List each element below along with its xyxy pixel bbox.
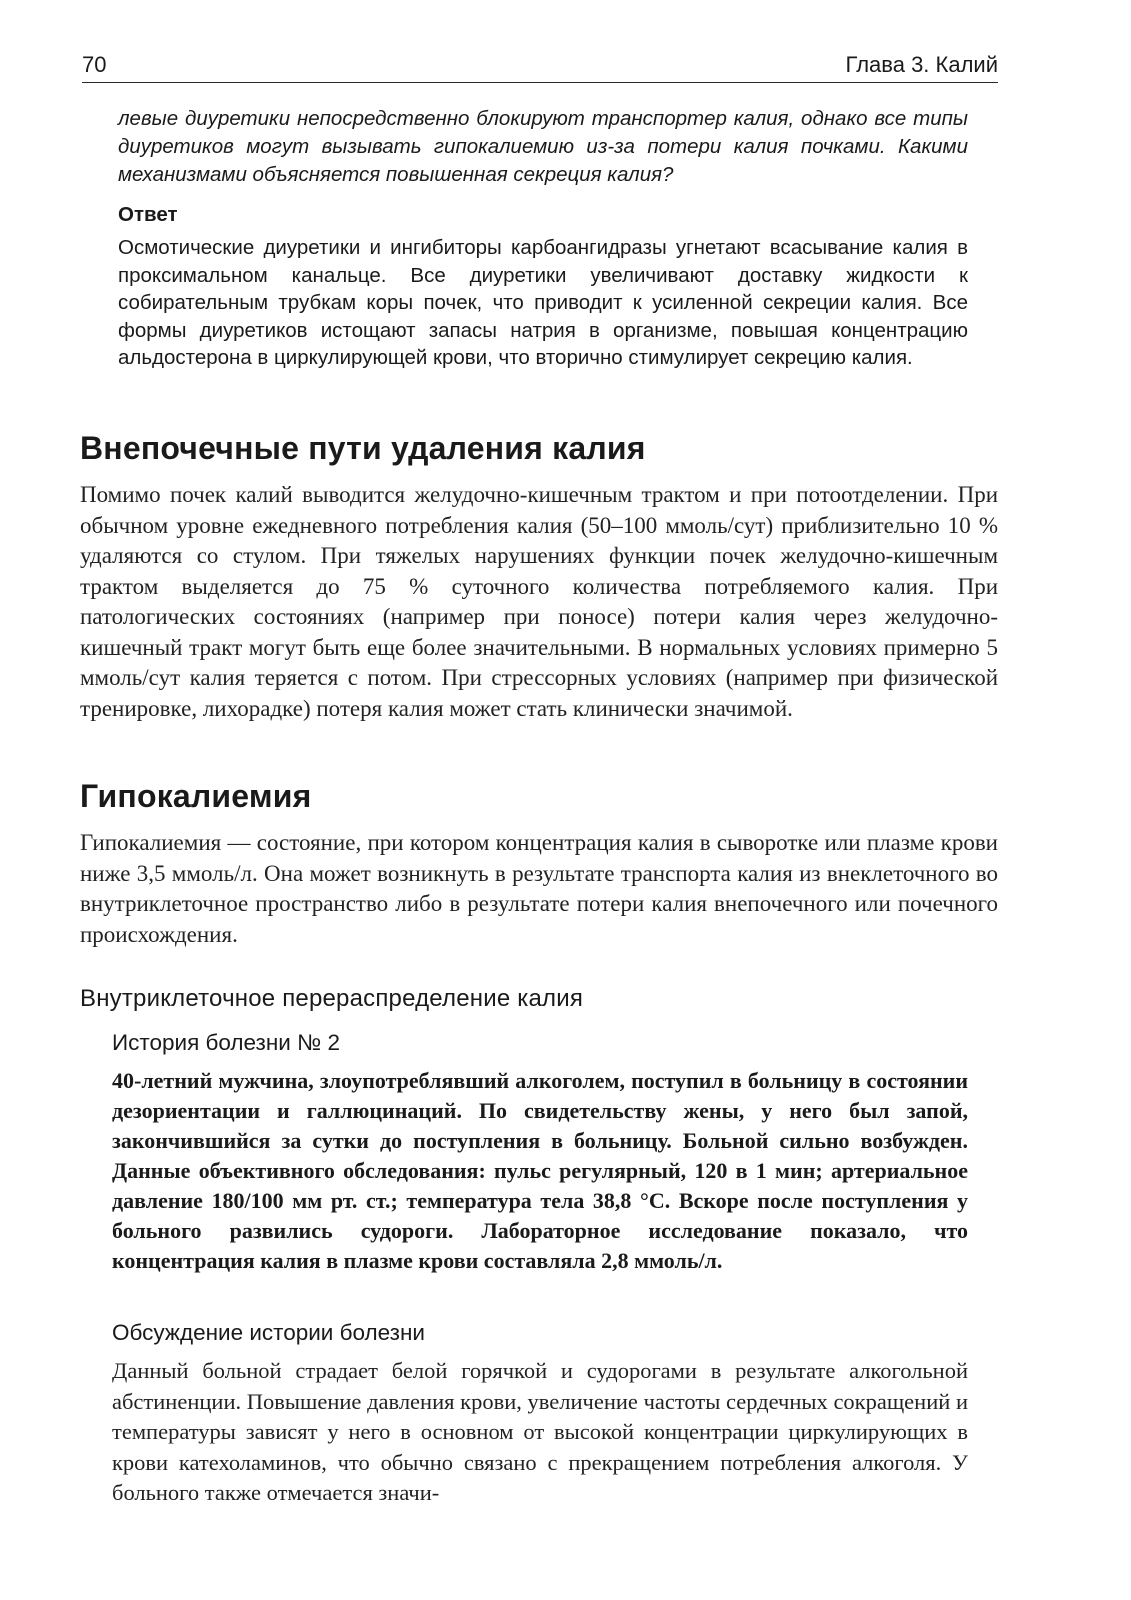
chapter-title: Глава 3. Калий <box>845 52 998 77</box>
section-heading-hypokalemia: Гипокалиемия <box>80 778 312 814</box>
case-heading: История болезни № 2 <box>112 1030 341 1055</box>
section-heading-extrarenal: Внепочечные пути удаления калия <box>80 430 646 466</box>
subsection-heading-redistribution: Внутриклеточное перераспределение калия <box>80 985 584 1012</box>
discussion-heading: Обсуждение истории болезни <box>112 1320 425 1345</box>
question-text: левые диуретики непосредственно блокируют транспортер калия, однако все типы диуретиков могут вызывать гипокалиемию из-за потери калия почками. Какими механизмами объясняется повышенная секреция калия? <box>118 107 968 186</box>
discussion-paragraph: Данный больной страдает белой горячкой и судорогами в результате алкогольной абстиненции. Повышение давления крови, увеличение частоты сердечных сокращений и температуры зависят у него в основном от высокой концентрации циркулирующих в крови катехоламинов, что обычно связано с прекращением потребления алкоголя. У больного также отмечается значи- <box>112 1358 968 1505</box>
running-head <box>82 52 998 83</box>
hypokalemia-paragraph: Гипокалиемия — состояние, при котором концентрация калия в сыворотке или плазме крови ниже 3,5 ммоль/л. Она может возникнуть в результате транспорта калия из внеклеточного во внутриклеточное пространство либо в результате потери калия внепочечного или почечного происхождения. <box>80 830 998 947</box>
answer-heading: Ответ <box>118 203 178 226</box>
answer-text: Осмотические диуретики и ингибиторы карбоангидразы угнетают всасывание калия в проксимальном канальце. Все диуретики увеличивают доставку жидкости к собирательным трубкам коры почек, что приводит к усиленной секреции калия. Все формы диуретиков истощают запасы натрия в организме, повышая концентрацию альдостерона в циркулирующей крови, что вторично стимулирует секрецию калия. <box>118 236 968 369</box>
page-number: 70 <box>82 52 107 77</box>
extrarenal-paragraph: Помимо почек калий выводится желудочно-кишечным трактом и при потоотделении. При обычном уровне ежедневного потребления калия (50–100 ммоль/сут) приблизительно 10 % удаляются со стулом. При тяжелых нарушениях функции почек желудочно-кишечным трактом выделяется до 75 % суточного количества потребляемого калия. При патологических состояниях (например при поносе) потери калия через желудочно-кишечный тракт могут быть еще более значительными. В нормальных условиях примерно 5 ммоль/сут калия теряется с потом. При стрессорных условиях (например при физической тренировке, лихорадке) потеря калия может стать клинически значимой. <box>80 482 998 721</box>
case-paragraph: 40-летний мужчина, злоупотреблявший алкоголем, поступил в больницу в состоянии дезориентации и галлюцинаций. По свидетельству жены, у него был запой, закончившийся за сутки до поступления в больницу. Больной сильно возбужден. Данные объективного обследования: пульс регулярный, 120 в 1 мин; артериальное давление 180/100 мм рт. ст.; температура тела 38,8 °С. Вскоре после поступления у больного развились судороги. Лабораторное исследование показало, что концентрация калия в плазме крови составляла 2,8 ммоль/л. <box>112 1068 968 1273</box>
